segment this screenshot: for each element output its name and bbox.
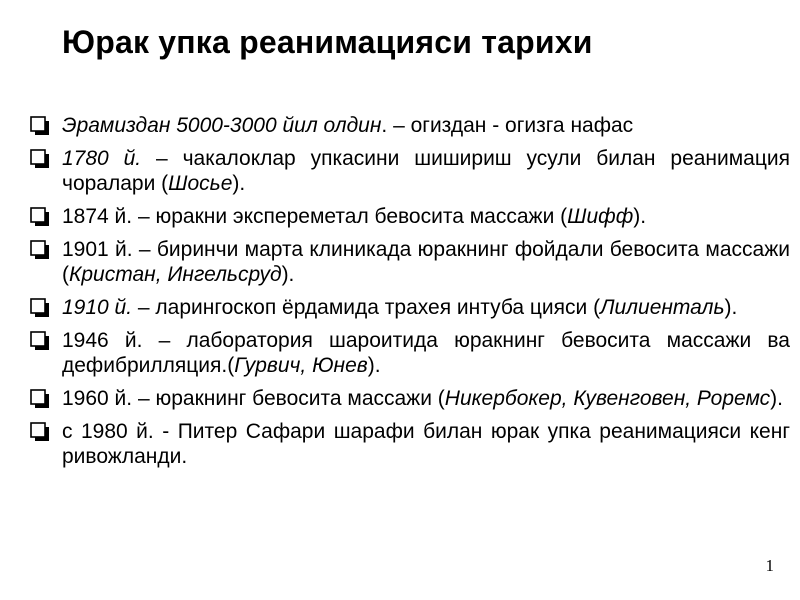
list-item <box>30 113 790 138</box>
text-segment: ). <box>281 263 295 286</box>
list-item <box>30 419 790 469</box>
italic-text-segment: Эрамиздан 5000-3000 йил олдин <box>62 114 382 137</box>
page-number: 1 <box>765 556 774 575</box>
list-item-text <box>62 113 790 138</box>
text-segment: ). <box>770 387 783 410</box>
checkbox-square-icon <box>30 331 52 353</box>
history-bullet-list <box>30 113 790 477</box>
checkbox-square-icon <box>30 298 52 320</box>
list-item <box>30 204 790 229</box>
italic-text-segment: Шосье <box>168 172 233 195</box>
list-item-text <box>62 146 790 196</box>
list-item <box>30 146 790 196</box>
list-item-text <box>62 204 790 229</box>
text-segment: ). <box>633 205 647 228</box>
text-segment: с 1980 й. - Питер Сафари шарафи билан юрак упка реанимацияси кенг ривожланди. <box>62 420 790 468</box>
list-item <box>30 386 790 411</box>
text-segment: 1960 й. – юракнинг бевосита массажи ( <box>62 387 445 410</box>
list-item <box>30 328 790 378</box>
italic-text-segment: Шифф <box>567 205 634 228</box>
text-segment: . – огиздан - огизга нафас <box>381 114 634 137</box>
text-segment: ). <box>367 354 381 377</box>
italic-text-segment: 1780 й. <box>62 147 142 170</box>
slide-title: Юрак упка реанимацияси тарихи <box>62 24 593 60</box>
list-item <box>30 237 790 287</box>
text-segment: 1946 й. – лаборатория шароитида юракнинг бевосита массажи ва дефибрилляция.( <box>62 329 790 377</box>
list-item-text <box>62 419 790 469</box>
list-item-text <box>62 386 790 411</box>
list-item-text <box>62 237 790 287</box>
text-segment: ). <box>724 296 738 319</box>
italic-text-segment: Лилиенталь <box>600 296 725 319</box>
italic-text-segment: Никербокер, Кувенговен, Роремс <box>444 387 771 410</box>
checkbox-square-icon <box>30 240 52 262</box>
list-item <box>30 295 790 320</box>
list-item-text <box>62 328 790 378</box>
text-segment: ). <box>232 172 246 195</box>
italic-text-segment: 1910 й. <box>62 296 133 319</box>
text-segment: – чакалоклар упкасини шишириш усули билан реанимация чоралари ( <box>62 147 790 195</box>
text-segment: 1874 й. – юракни экспереметал бевосита массажи ( <box>62 205 568 228</box>
checkbox-square-icon <box>30 389 52 411</box>
checkbox-square-icon <box>30 422 52 444</box>
italic-text-segment: Кристан, Ингельсруд <box>69 263 282 286</box>
checkbox-square-icon <box>30 207 52 229</box>
text-segment: – ларингоскоп ёрдамида трахея интуба цияси ( <box>132 296 601 319</box>
list-item-text <box>62 295 790 320</box>
checkbox-square-icon <box>30 149 52 171</box>
text-segment: 1901 й. – биринчи марта клиникада юракнинг фойдали бевосита массажи ( <box>62 238 790 286</box>
checkbox-square-icon <box>30 116 52 138</box>
italic-text-segment: Гурвич, Юнев <box>234 354 368 377</box>
